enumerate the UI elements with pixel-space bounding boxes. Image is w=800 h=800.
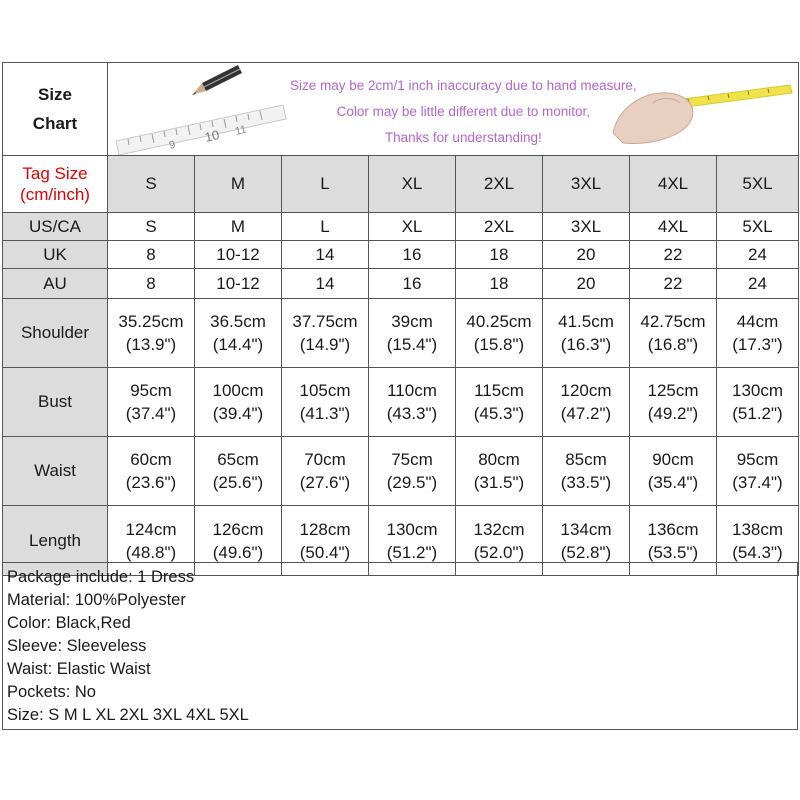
size-cell: 14 <box>282 269 369 299</box>
measure-cell: 130cm (51.2") <box>369 506 456 576</box>
us-ca-row <box>3 213 799 241</box>
measure-note-banner <box>108 63 799 156</box>
measure-cell: 75cm (29.5") <box>369 437 456 506</box>
measure-cell: 42.75cm (16.8") <box>630 299 717 368</box>
color: Color: Black,Red <box>7 614 131 632</box>
note-color-monitor: Color may be little different due to monitor, <box>336 104 591 119</box>
measure-cell: 110cm (43.3") <box>369 368 456 437</box>
row-label: US/CA <box>3 213 108 241</box>
measure-cell: 80cm (31.5") <box>456 437 543 506</box>
size-cell: 4XL <box>630 213 717 241</box>
size-cell: 18 <box>456 269 543 299</box>
size-cell: 16 <box>369 241 456 269</box>
tag-size-cell: XL <box>369 156 456 213</box>
measure-cell: 136cm (53.5") <box>630 506 717 576</box>
measure-cell: 36.5cm (14.4") <box>195 299 282 368</box>
ruler-tick-10: 10 <box>203 127 221 145</box>
measure-cell: 132cm (52.0") <box>456 506 543 576</box>
tag-size-cell: M <box>195 156 282 213</box>
size-cell: M <box>195 213 282 241</box>
row-label: Waist <box>3 437 108 506</box>
ruler-tick-9: 9 <box>167 138 177 152</box>
size-cell: XL <box>369 213 456 241</box>
row-label: Bust <box>3 368 108 437</box>
measure-cell: 70cm (27.6") <box>282 437 369 506</box>
measure-cell: 115cm (45.3") <box>456 368 543 437</box>
size-cell: L <box>282 213 369 241</box>
tag-size-cell: 4XL <box>630 156 717 213</box>
title-line-2: Chart <box>32 114 78 133</box>
measure-cell: 85cm (33.5") <box>543 437 630 506</box>
size-cell: 8 <box>108 269 195 299</box>
note-thanks: Thanks for understanding! <box>384 130 542 145</box>
size-cell: 20 <box>543 269 630 299</box>
size-cell: 24 <box>717 269 799 299</box>
measure-cell: 124cm (48.8") <box>108 506 195 576</box>
measure-cell: 100cm (39.4") <box>195 368 282 437</box>
measure-cell: 40.25cm (15.8") <box>456 299 543 368</box>
measure-cell: 128cm (50.4") <box>282 506 369 576</box>
tag-size-cell: S <box>108 156 195 213</box>
measure-cell: 60cm (23.6") <box>108 437 195 506</box>
pockets: Pockets: No <box>7 683 96 701</box>
size-cell: 22 <box>630 241 717 269</box>
measure-cell: 134cm (52.8") <box>543 506 630 576</box>
measure-cell: 44cm (17.3") <box>717 299 799 368</box>
tag-size-cell: 2XL <box>456 156 543 213</box>
shoulder-row <box>3 299 799 368</box>
size-cell: 18 <box>456 241 543 269</box>
measure-cell: 105cm (41.3") <box>282 368 369 437</box>
package-include: Package include: 1 Dress <box>7 568 195 586</box>
tag-size-cell: 5XL <box>717 156 799 213</box>
au-row <box>3 269 799 299</box>
measure-cell: 35.25cm (13.9") <box>108 299 195 368</box>
size-cell: 8 <box>108 241 195 269</box>
measure-cell: 90cm (35.4") <box>630 437 717 506</box>
material: Material: 100%Polyester <box>7 591 186 609</box>
tag-size-row <box>3 156 799 213</box>
measure-cell: 37.75cm (14.9") <box>282 299 369 368</box>
measure-cell: 95cm (37.4") <box>108 368 195 437</box>
size-cell: 16 <box>369 269 456 299</box>
measure-cell: 130cm (51.2") <box>717 368 799 437</box>
measure-cell: 125cm (49.2") <box>630 368 717 437</box>
size-cell: 14 <box>282 241 369 269</box>
measure-cell: 95cm (37.4") <box>717 437 799 506</box>
measure-cell: 39cm (15.4") <box>369 299 456 368</box>
tag-size-cell: 3XL <box>543 156 630 213</box>
measure-cell: 138cm (54.3") <box>717 506 799 576</box>
measure-notes <box>290 73 637 151</box>
size-cell: 20 <box>543 241 630 269</box>
product-info <box>2 562 798 730</box>
note-hand-measure: Size may be 2cm/1 inch inaccuracy due to hand measure, <box>290 78 637 93</box>
size-cell: 22 <box>630 269 717 299</box>
tag-size-cell: L <box>282 156 369 213</box>
ruler-tick-11: 11 <box>233 123 248 138</box>
uk-row <box>3 241 799 269</box>
measure-cell: 65cm (25.6") <box>195 437 282 506</box>
measure-cell: 41.5cm (16.3") <box>543 299 630 368</box>
tag-size-label: Tag Size (cm/inch) <box>3 156 108 213</box>
size-cell: 10-12 <box>195 269 282 299</box>
waist-type: Waist: Elastic Waist <box>7 660 151 678</box>
size-cell: 10-12 <box>195 241 282 269</box>
size-cell: 5XL <box>717 213 799 241</box>
size-cell: 2XL <box>456 213 543 241</box>
measure-cell: 126cm (49.6") <box>195 506 282 576</box>
sizes-available: Size: S M L XL 2XL 3XL 4XL 5XL <box>7 706 249 724</box>
size-chart-title <box>3 63 108 156</box>
size-chart-table <box>2 62 799 576</box>
row-label: AU <box>3 269 108 299</box>
tape-measure-hand-icon <box>613 85 792 143</box>
row-label: UK <box>3 241 108 269</box>
row-label: Shoulder <box>3 299 108 368</box>
waist-row <box>3 437 799 506</box>
pencil-icon <box>192 65 242 95</box>
size-cell: S <box>108 213 195 241</box>
sleeve: Sleeve: Sleeveless <box>7 637 147 655</box>
title-line-1: Size <box>37 85 73 104</box>
row-label: Length <box>3 506 108 576</box>
measure-cell: 120cm (47.2") <box>543 368 630 437</box>
bust-row <box>3 368 799 437</box>
size-cell: 3XL <box>543 213 630 241</box>
ruler-icon <box>116 105 286 155</box>
size-cell: 24 <box>717 241 799 269</box>
